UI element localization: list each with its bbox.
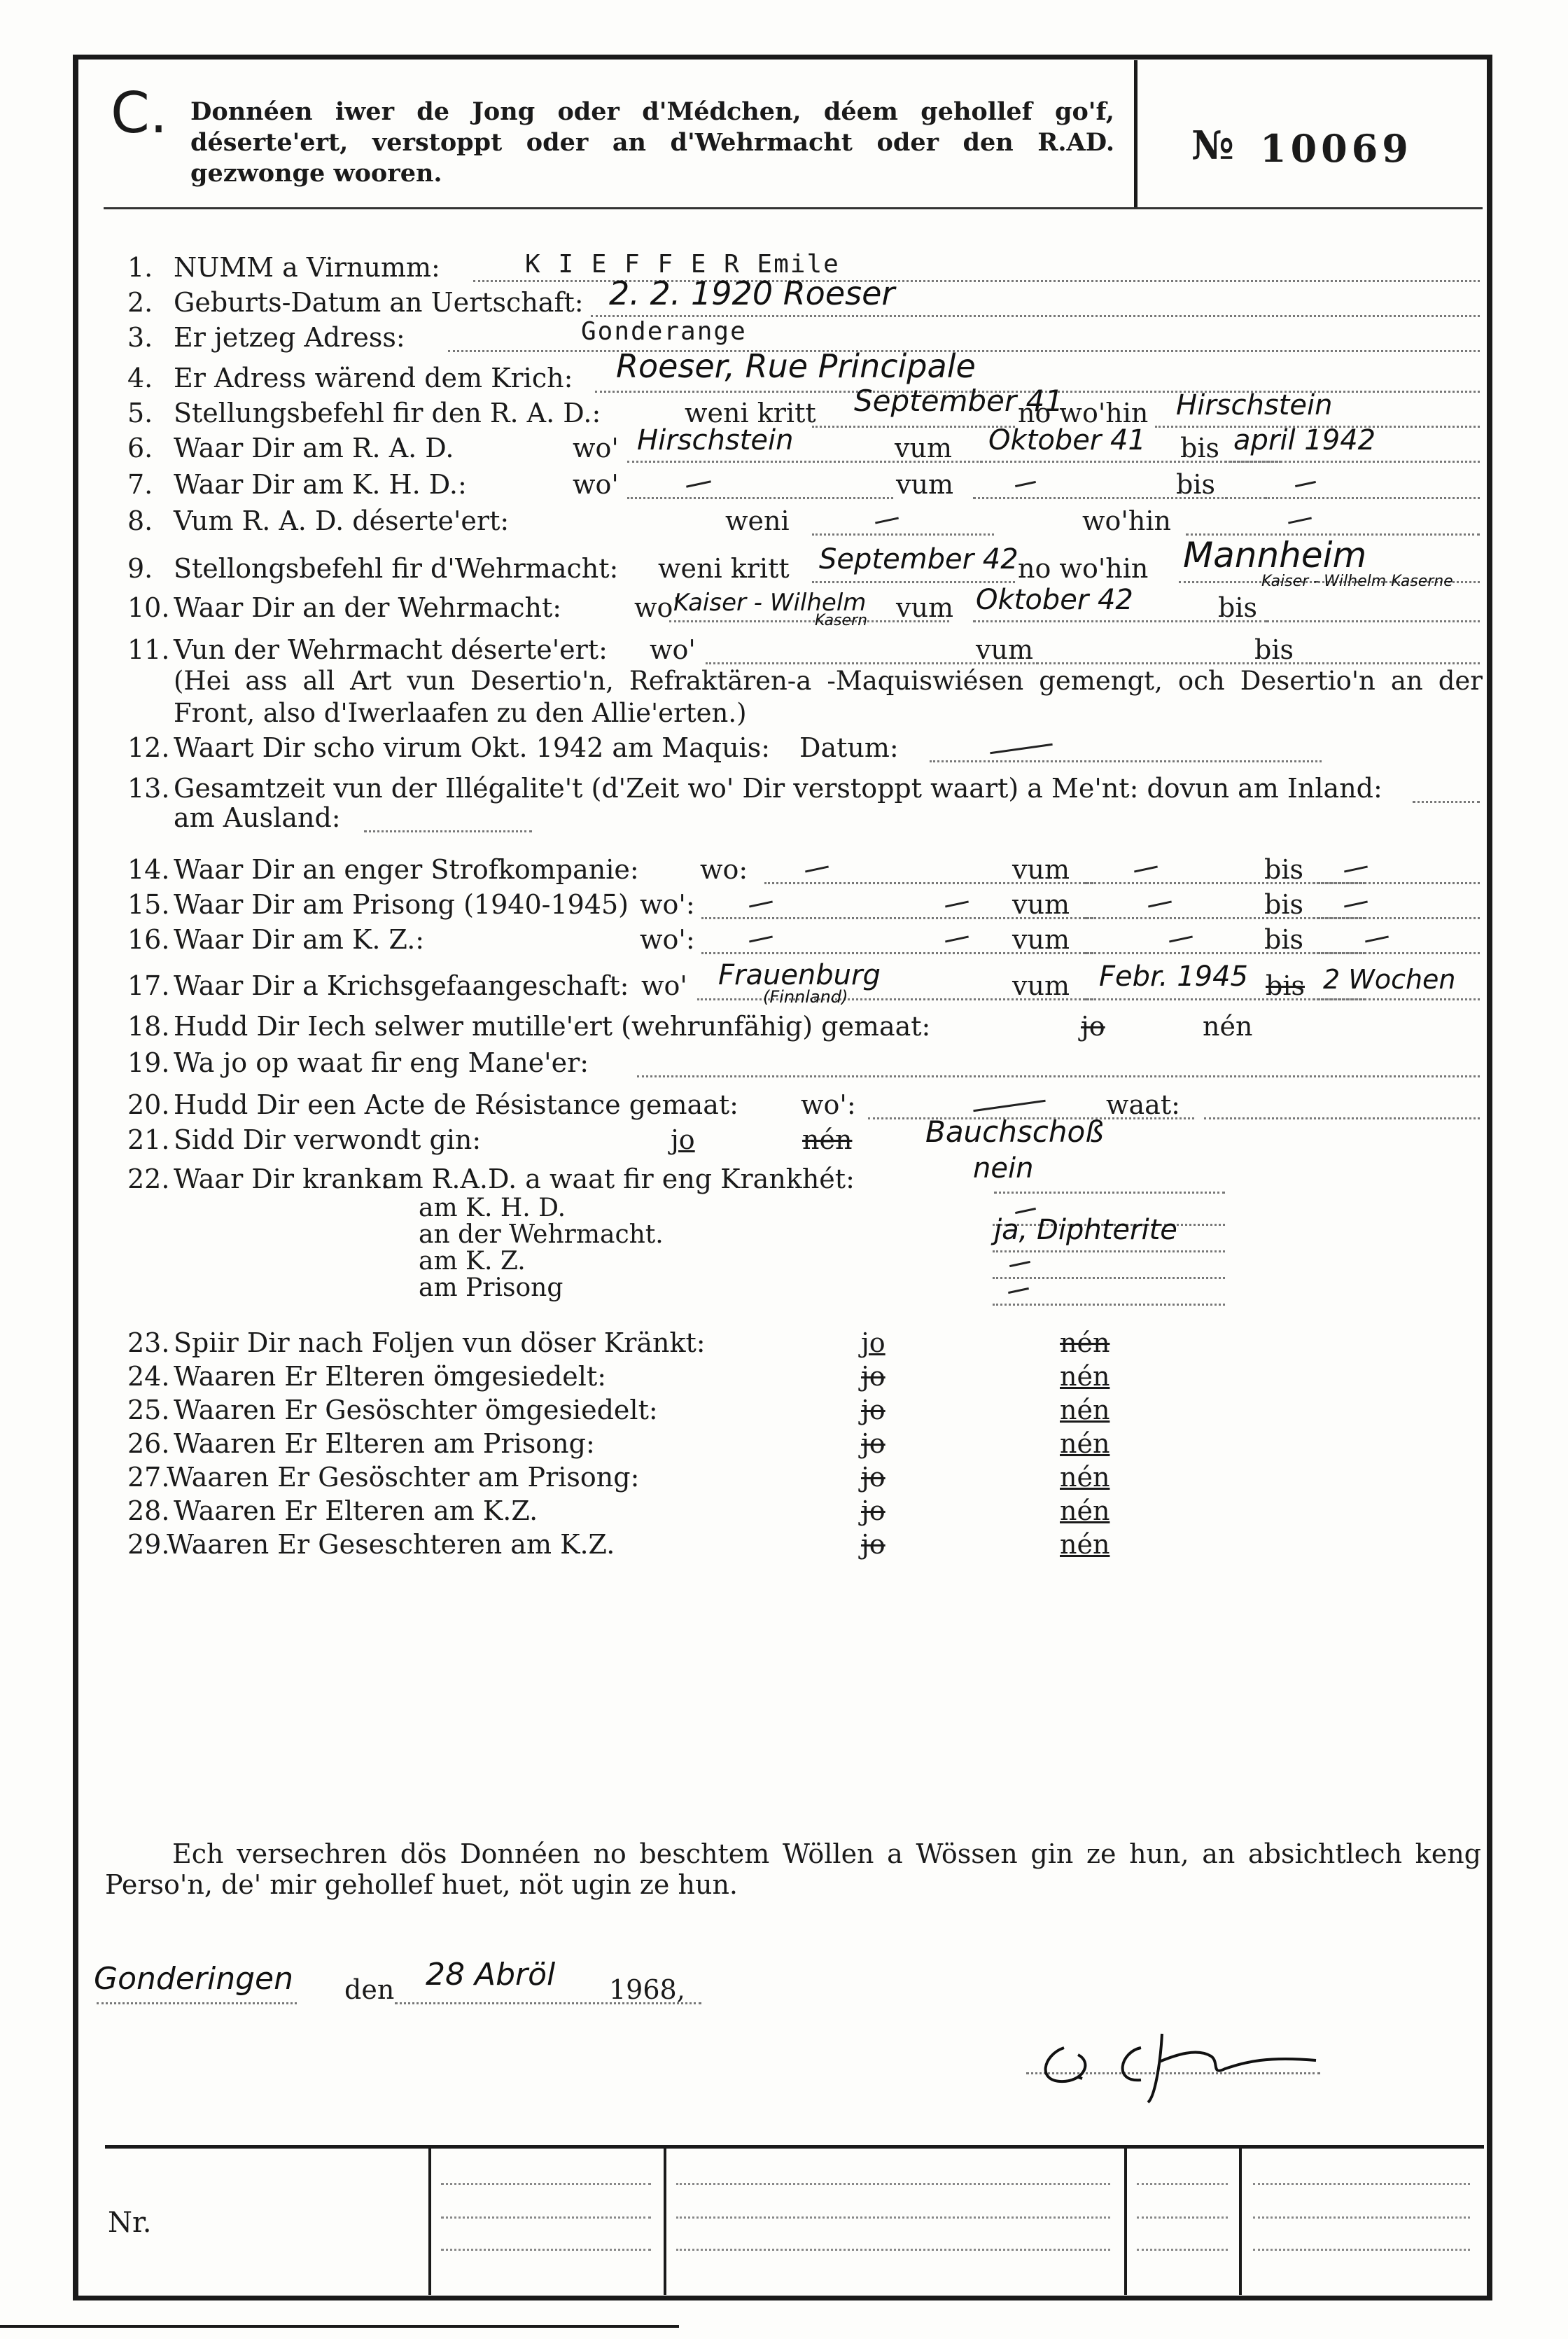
table-dotted-line: [441, 2249, 651, 2251]
signing-row: [94, 1957, 1484, 2008]
ausland-label: am Ausland:: [174, 802, 341, 833]
number-sign: №: [1191, 123, 1234, 169]
jo-option: jo: [861, 1495, 886, 1526]
dotted-leader: [812, 581, 1015, 583]
table-dotted-line: [1253, 2249, 1470, 2251]
item-label: Er jetzeg Adress:: [174, 322, 405, 353]
table-dotted-line: [676, 2249, 1110, 2251]
item-number: 6.: [127, 433, 153, 463]
blank-stroke: [1015, 481, 1036, 487]
bis-label: bis: [1264, 924, 1303, 955]
frame-right-border: [1487, 55, 1492, 2300]
rad-place-value: Hirschstein: [1176, 389, 1333, 421]
dotted-leader: [930, 760, 1322, 762]
address-value: Gonderange: [581, 317, 747, 346]
den-label: den: [344, 1974, 395, 2005]
datum-label: Datum:: [799, 732, 899, 763]
dotted-leader: [993, 1304, 1225, 1306]
illness-sub-wehrmacht: an der Wehrmacht.: [419, 1220, 664, 1249]
item-6-row: [105, 424, 1484, 466]
item-label: Vun der Wehrmacht déserte'ert:: [174, 634, 608, 665]
wo-label: wo':: [640, 924, 695, 955]
item-number: 14.: [127, 854, 170, 885]
frame-bottom-border: [73, 2296, 1492, 2300]
jo-option: jo: [861, 1462, 886, 1493]
war-address-value: Roeser, Rue Principale: [616, 347, 976, 385]
item-number: 18.: [127, 1011, 170, 1042]
item-11-row: [105, 634, 1484, 668]
item-number: 15.: [127, 889, 170, 920]
frame-left-border: [73, 55, 78, 2300]
table-dotted-line: [441, 2183, 651, 2185]
item-label: Stellungsbefehl fir den R. A. D.:: [174, 398, 601, 428]
item-number: 20.: [127, 1089, 170, 1120]
table-col-divider: [664, 2148, 666, 2295]
header-divider: [104, 207, 1483, 209]
item-number: 23.: [127, 1327, 170, 1358]
dotted-leader: [627, 497, 893, 499]
item-21-row: [105, 1115, 1484, 1158]
item-label: Waaren Er Gesöschter ömgesiedelt:: [174, 1395, 658, 1425]
bis-label: bis: [1176, 469, 1215, 500]
item-label: Waaren Er Elteren am Prisong:: [174, 1428, 595, 1459]
table-dotted-line: [441, 2216, 651, 2219]
item-number: 12.: [127, 732, 170, 763]
item-label: Waar Dir a Krichsgefaangeschaft:: [174, 970, 629, 1001]
table-col-divider: [1239, 2148, 1242, 2295]
jo-option: jo: [861, 1395, 886, 1425]
wehrmacht-vum-value: Oktober 42: [976, 584, 1133, 616]
item-number: 3.: [127, 322, 153, 353]
bis-label: bis: [1218, 592, 1257, 623]
wo-label: wo':: [801, 1089, 856, 1120]
item-label: Waaren Er Geseschteren am K.Z.: [167, 1529, 615, 1560]
rad-date-value: September 41: [854, 384, 1063, 418]
jo-option: jo: [671, 1124, 695, 1155]
nen-option: nén: [1203, 1011, 1253, 1042]
blank-stroke: [686, 480, 711, 487]
jo-option: jo: [861, 1361, 886, 1392]
section-title: Donnéen iwer de Jong oder d'Médchen, déem gehollef go'f, déserte'ert, verstoppt oder an d'Wehrmacht oder den R.AD. gezwonge wooren.: [190, 97, 1114, 188]
dotted-leader: [637, 1075, 1480, 1077]
item-number: 25.: [127, 1395, 170, 1425]
item-label: Gesamtzeit vun der Illégalite't (d'Zeit wo' Dir verstoppt waart) a Me'nt: dovun am Inland:: [174, 773, 1382, 804]
item-label: Hudd Dir een Acte de Résistance gemaat:: [174, 1089, 738, 1120]
illness-sub-khd: am K. H. D.: [419, 1194, 566, 1222]
signing-date: 28 Abröl: [426, 1957, 556, 1992]
wohin-label: no wo'hin: [1018, 398, 1149, 428]
item-24-row: [105, 1361, 1484, 1395]
bis-label: bis: [1254, 634, 1294, 665]
item-19-row: [105, 1047, 1484, 1081]
item-number: 7.: [127, 469, 153, 500]
item-number: 1.: [127, 252, 153, 283]
item-25-row: [105, 1395, 1484, 1428]
wo-label: wo': [573, 433, 619, 463]
blank-stroke: [1015, 1208, 1036, 1214]
blank-stroke: [875, 517, 899, 524]
item-29-row: [105, 1529, 1484, 1563]
item-number: 8.: [127, 505, 153, 536]
rad-bis-value: april 1942: [1233, 424, 1376, 456]
table-dotted-line: [1137, 2183, 1228, 2185]
item-18-row: [105, 1011, 1484, 1045]
vum-label: vum: [1012, 924, 1070, 955]
dotted-leader: [812, 426, 1015, 428]
form-number: 10069: [1260, 126, 1413, 171]
blank-stroke: [1148, 900, 1172, 907]
dotted-leader: [1204, 1117, 1480, 1119]
vum-label: vum: [896, 592, 953, 623]
nen-option: nén: [802, 1124, 853, 1155]
illness-prisong-row: [105, 1273, 1484, 1309]
item-number: 19.: [127, 1047, 170, 1078]
item-23-row: [105, 1327, 1484, 1361]
item-label: Vum R. A. D. déserte'ert:: [174, 505, 510, 536]
item-number: 11.: [127, 634, 170, 665]
blank-stroke: [1365, 935, 1389, 942]
birth-value: 2. 2. 1920 Roeser: [609, 274, 895, 312]
signature-image: [1036, 2020, 1330, 2104]
item-14-row: [105, 854, 1484, 888]
item-13-row: [105, 773, 1484, 807]
item-number: 26.: [127, 1428, 170, 1459]
item-number: 29.: [127, 1529, 170, 1560]
table-dotted-line: [676, 2216, 1110, 2219]
blank-stroke: [1295, 481, 1316, 487]
nen-option: nén: [1060, 1529, 1110, 1560]
vum-label: vum: [976, 634, 1033, 665]
nen-option: nén: [1060, 1495, 1110, 1526]
item-number: 27.: [127, 1462, 170, 1493]
item-label: Geburts-Datum an Uertschaft:: [174, 287, 584, 318]
item-number: 28.: [127, 1495, 170, 1526]
vum-label: vum: [1012, 854, 1070, 885]
dotted-leader: [1225, 461, 1480, 463]
item-number: 16.: [127, 924, 170, 955]
wehrmacht-date-value: September 42: [819, 543, 1018, 575]
dotted-leader: [97, 2002, 297, 2004]
item-label: Sidd Dir verwondt gin:: [174, 1124, 482, 1155]
item-27-row: [105, 1462, 1484, 1495]
item-label: Waart Dir scho virum Okt. 1942 am Maquis:: [174, 732, 771, 763]
item-label: Waaren Er Elteren ömgesiedelt:: [174, 1361, 607, 1392]
captivity-bis-value: 2 Wochen: [1323, 964, 1456, 995]
item-label: Waaren Er Gesöschter am Prisong:: [167, 1462, 640, 1493]
item-number: 5.: [127, 398, 153, 428]
item-number: 22.: [127, 1164, 170, 1194]
table-dotted-line: [1253, 2216, 1470, 2219]
table-dotted-line: [1253, 2183, 1470, 2185]
item-label: Waar Dir an enger Strofkompanie:: [174, 854, 639, 885]
name-value: K I E F F E R Emile: [525, 250, 840, 279]
item-20-row: [105, 1089, 1484, 1123]
blank-stroke: [805, 865, 829, 872]
blank-stroke: [1288, 517, 1312, 524]
wehrmacht-wo-note: Kasern: [815, 612, 868, 629]
bis-label: bis: [1266, 970, 1305, 1001]
captivity-wo-value: Frauenburg: [718, 959, 881, 991]
dotted-leader: [1313, 998, 1480, 1000]
item-13-ausland-row: [105, 802, 1484, 836]
item-number: 13.: [127, 773, 170, 804]
nen-option: nén: [1060, 1327, 1110, 1358]
item-22-row: [105, 1152, 1484, 1197]
item-label: Waar Dir am R. A. D.: [174, 433, 454, 463]
blank-stroke: [1344, 865, 1368, 872]
dotted-leader: [1313, 882, 1480, 884]
jo-option: jo: [1081, 1011, 1105, 1042]
dotted-leader: [1225, 497, 1480, 499]
item-label: Spiir Dir nach Foljen vun döser Kränkt:: [174, 1327, 706, 1358]
wound-value: Bauchschoß: [925, 1115, 1104, 1149]
blank-stroke: [1008, 1287, 1029, 1294]
dotted-leader: [1267, 620, 1480, 622]
weni-label: weni kritt: [685, 398, 816, 428]
wohin-label: no wo'hin: [1018, 553, 1149, 584]
wehrmacht-wo-value: Kaiser - Wilhelm: [673, 589, 867, 617]
vum-label: vum: [896, 469, 953, 500]
dotted-leader: [973, 497, 1267, 499]
illness-rad-value: nein: [973, 1152, 1034, 1185]
item-label: Stellongsbefehl fir d'Wehrmacht:: [174, 553, 619, 584]
rad-vum-value: Oktober 41: [988, 424, 1146, 456]
wo-label: wo': [641, 970, 687, 1001]
blank-stroke: [1344, 900, 1368, 907]
weni-label: weni: [725, 505, 790, 536]
dotted-leader: [364, 830, 532, 832]
item-label: NUMM a Virnumm:: [174, 252, 440, 283]
wehrmacht-place-value: Mannheim: [1183, 535, 1367, 575]
item-15-row: [105, 889, 1484, 923]
dotted-leader: [1313, 917, 1480, 919]
vum-label: vum: [1012, 970, 1070, 1001]
weni-label: weni kritt: [658, 553, 790, 584]
jo-option: jo: [861, 1529, 886, 1560]
item-number: 10.: [127, 592, 170, 623]
signing-place: Gonderingen: [94, 1961, 293, 1997]
table-col-divider: [1124, 2148, 1127, 2295]
wo-label: wo': [573, 469, 619, 500]
item-number: 17.: [127, 970, 170, 1001]
item-number: 2.: [127, 287, 153, 318]
blank-stroke: [945, 900, 969, 907]
section-letter: C.: [111, 81, 168, 146]
nen-option: nén: [1060, 1395, 1110, 1425]
jo-option: jo: [861, 1327, 886, 1358]
item-label: Wa jo op waat fir eng Mane'er:: [174, 1047, 589, 1078]
bis-label: bis: [1264, 854, 1303, 885]
illness-sub-prisong: am Prisong: [419, 1273, 564, 1302]
item-label: Waar Dir an der Wehrmacht:: [174, 592, 562, 623]
item-12-row: [105, 732, 1484, 766]
blank-stroke: [990, 743, 1053, 754]
wo-label: wo': [650, 634, 696, 665]
item-label: Waar Dir am K. Z.:: [174, 924, 425, 955]
wehrmacht-place-note: Kaiser - Wilhelm Kaserne: [1261, 573, 1453, 590]
table-col-divider: [428, 2148, 431, 2295]
table-dotted-line: [1137, 2216, 1228, 2219]
illness-wehrmacht-value: ja, Diphterite: [994, 1214, 1177, 1246]
page-edge-line: [0, 2325, 679, 2328]
jo-option: jo: [861, 1428, 886, 1459]
declaration-text: Ech versechren dös Donnéen no beschtem Wöllen a Wössen gin ze hun, an absichtlech keng Perso'n, de' mir gehollef huet, nöt ugin ze hun.: [105, 1838, 1481, 1900]
vum-label: vum: [895, 433, 952, 463]
wo-label: wo': [634, 592, 680, 623]
blank-stroke: [973, 1100, 1045, 1112]
table-dotted-line: [1137, 2249, 1228, 2251]
frame-top-border: [73, 55, 1492, 60]
item-28-row: [105, 1495, 1484, 1529]
header-vertical-divider: [1134, 60, 1138, 207]
item-label: Waar Dir am K. H. D.:: [174, 469, 467, 500]
item-label: Waar Dir am Prisong (1940-1945): [174, 889, 629, 920]
wo-label: wo:: [700, 854, 748, 885]
item-17-row: [105, 959, 1484, 1007]
nen-option: nén: [1060, 1361, 1110, 1392]
vum-label: vum: [1012, 889, 1070, 920]
item-number: 24.: [127, 1361, 170, 1392]
illness-sub-rad: am R.A.D. a waat fir eng Krankhét:: [382, 1164, 855, 1194]
item-26-row: [105, 1428, 1484, 1462]
bis-label: bis: [1264, 889, 1303, 920]
item-number: 21.: [127, 1124, 170, 1155]
item-label: Hudd Dir Iech selwer mutille'ert (wehrunfähig) gemaat:: [174, 1011, 931, 1042]
item-number: 9.: [127, 553, 153, 584]
item-number: 4.: [127, 363, 153, 393]
item-7-row: [105, 469, 1484, 503]
nr-label: Nr.: [108, 2207, 152, 2239]
item-label: Waar Dir krank:: [174, 1164, 390, 1194]
blank-stroke: [1134, 865, 1158, 872]
waat-label: waat:: [1106, 1089, 1180, 1120]
dotted-leader: [812, 533, 994, 536]
blank-stroke: [1169, 935, 1193, 942]
signing-year: 1968,: [609, 1974, 685, 2005]
rad-wo-value: Hirschstein: [637, 424, 794, 456]
item-16-row: [105, 924, 1484, 958]
table-dotted-line: [676, 2183, 1110, 2185]
item-8-row: [105, 505, 1484, 539]
item-label: Waaren Er Elteren am K.Z.: [174, 1495, 538, 1526]
item-2-row: [105, 274, 1484, 321]
dotted-leader: [994, 1192, 1225, 1194]
captivity-vum-value: Febr. 1945: [1099, 961, 1249, 993]
wo-label: wo':: [640, 889, 695, 920]
bis-label: bis: [1180, 433, 1219, 463]
wohin-label: wo'hin: [1082, 505, 1171, 536]
blank-stroke: [945, 935, 969, 942]
illness-sub-kz: am K. Z.: [419, 1247, 526, 1276]
item-11-note: (Hei ass all Art vun Desertio'n, Refraktären-a -Maquiswiésen gemengt, och Desertio'n an der Front, also d'Iwerlaafen zu den Allie'erten.): [174, 666, 1483, 728]
item-9-row: [105, 535, 1484, 590]
blank-stroke: [749, 900, 773, 907]
nen-option: nén: [1060, 1462, 1110, 1493]
dotted-leader: [1309, 662, 1480, 664]
captivity-wo-note: (Finnland): [763, 987, 848, 1007]
table-top-border: [105, 2145, 1484, 2149]
item-10-row: [105, 584, 1484, 629]
blank-stroke: [749, 935, 773, 942]
blank-stroke: [1009, 1261, 1030, 1267]
item-label: Er Adress wärend dem Krich:: [174, 363, 573, 393]
dotted-leader: [1313, 952, 1480, 954]
nen-option: nén: [1060, 1428, 1110, 1459]
